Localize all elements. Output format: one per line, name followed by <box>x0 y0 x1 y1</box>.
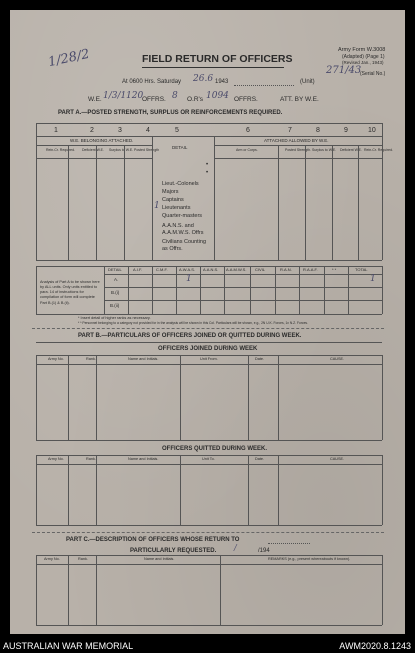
part-c-title-2: PARTICULARLY REQUESTED. <box>130 548 217 554</box>
col-line <box>152 266 153 314</box>
we-label: W.E. <box>88 96 102 103</box>
offrs-label-2: OFFRS. <box>234 96 258 103</box>
row-line <box>36 564 382 565</box>
row-line <box>36 440 382 441</box>
analysis-head: * * <box>332 267 337 272</box>
row-line <box>36 145 152 146</box>
joined-title: OFFICERS JOINED DURING WEEK <box>158 346 258 352</box>
part-a-title: PART A.—POSTED STRENGTH, SURPLUS OR REINFORCEMENTS REQUIRED. <box>58 110 283 116</box>
col-head: Date. <box>255 357 265 361</box>
offrs-label: OFFRS. <box>142 96 166 103</box>
col-line <box>36 266 37 314</box>
col-number: 9 <box>344 127 348 134</box>
rank-label: Civilians Counting <box>162 239 207 245</box>
col-line <box>152 136 153 260</box>
col-number: 3 <box>118 127 122 134</box>
col-line <box>96 555 97 625</box>
subhead: Arm or Corps. <box>236 148 258 152</box>
col-number: 7 <box>288 127 292 134</box>
rank-label: Captains <box>162 197 184 203</box>
row-line <box>36 625 382 626</box>
col-line <box>68 145 69 260</box>
col-line <box>275 266 276 314</box>
footnote: * Insert detail of higher ranks as necessary. <box>78 316 151 320</box>
col-line <box>200 266 201 314</box>
we-value: 1/3/1 <box>103 91 127 101</box>
section-divider <box>32 328 384 329</box>
attached-allowed-head: ATTACHED ALLOWED BY W.E. <box>264 138 329 143</box>
col-head: CAUSE. <box>330 457 345 461</box>
subhead: Rein-Cr. Required. <box>46 148 75 152</box>
col-line <box>224 266 225 314</box>
section-divider <box>32 532 384 533</box>
col-head: Name and Initials. <box>144 557 175 561</box>
unit-label: (Unit) <box>300 79 315 85</box>
att-label: ATT. BY W.E. <box>280 96 319 103</box>
col-line <box>278 455 279 525</box>
analysis-head: A.W.A.S. <box>179 267 196 272</box>
or-label: O.R's <box>187 96 204 103</box>
row-line <box>36 364 382 365</box>
col-line <box>250 266 251 314</box>
row-line <box>36 136 382 137</box>
col-head: Name and Initials. <box>128 457 159 461</box>
rank-dot: • <box>206 170 209 176</box>
col-number: 10 <box>368 127 376 134</box>
rank-label: Lieutenants <box>162 205 191 211</box>
col-head: Army No. <box>48 457 64 461</box>
analysis-head: CIVIL <box>255 267 266 272</box>
col-head: Unit To. <box>202 457 215 461</box>
analysis-head: R.A.N. <box>280 267 292 272</box>
subhead: Posted Strength <box>134 148 160 152</box>
col-number: 6 <box>246 127 250 134</box>
col-head: REMARKS (e.g., present whereabouts if known). <box>268 557 351 561</box>
total-value: 1 <box>370 274 376 284</box>
part-b-title: PART B.—PARTICULARS OF OFFICERS JOINED OR QUITTED DURING WEEK. <box>78 333 302 339</box>
col-head: Army No. <box>44 557 60 561</box>
rank-dot: • <box>206 162 209 168</box>
col-line <box>124 145 125 260</box>
col-line <box>214 136 215 260</box>
footer-credit: AUSTRALIAN WAR MEMORIAL <box>3 641 134 651</box>
col-line <box>36 555 37 625</box>
analysis-head: C.M.F. <box>156 267 168 272</box>
analysis-head: A.I.F. <box>133 267 143 272</box>
col-line <box>96 455 97 525</box>
part-c-date: / <box>234 543 237 552</box>
date-value: 26.6 <box>193 74 214 84</box>
rank-label: Quarter-masters <box>162 213 203 219</box>
col-line <box>324 266 325 314</box>
col-line <box>96 145 97 260</box>
rank-label: Majors <box>162 189 179 195</box>
year-text: 1943 <box>215 79 229 85</box>
row-line <box>36 314 382 315</box>
or-value-2: 1094 <box>206 91 229 101</box>
analysis-head: R.A.A.F. <box>303 267 318 272</box>
subhead: Surplus to W.E. <box>109 148 134 152</box>
row-line <box>36 158 152 159</box>
analysis-row-label: A. <box>114 277 119 282</box>
title-underline <box>142 67 284 68</box>
serial-label: (Serial No.) <box>360 71 386 77</box>
col-line <box>382 455 383 525</box>
analysis-head: TOTAL <box>355 267 368 272</box>
col-line <box>180 355 181 440</box>
col-line <box>305 145 306 260</box>
row-line <box>36 355 382 356</box>
col-line <box>68 555 69 625</box>
unit-dots <box>234 85 294 86</box>
analysis-head: DETAIL <box>108 267 122 272</box>
col-head: Rank. <box>78 557 88 561</box>
col-head: Army No. <box>48 357 64 361</box>
subhead: Deficient W.E. <box>340 148 362 152</box>
analysis-head: A.A.M.W.S. <box>226 267 247 272</box>
col-number: 2 <box>90 127 94 134</box>
col-number: 5 <box>175 127 179 134</box>
analysis-row-label: B.(ii) <box>110 303 120 308</box>
col-head: Rank. <box>86 457 96 461</box>
col-line <box>382 555 383 625</box>
col-line <box>248 355 249 440</box>
row-line <box>104 300 382 301</box>
col-line <box>128 266 129 314</box>
form-title: FIELD RETURN OF OFFICERS <box>142 53 293 65</box>
col-head: Unit From. <box>200 357 218 361</box>
form-number-2: (Adapted) (Page 1) <box>342 54 385 60</box>
col-head: Name and Initials. <box>128 357 159 361</box>
col-line <box>96 355 97 440</box>
col-number: 1 <box>54 127 58 134</box>
analysis-head: A.A.N.S. <box>203 267 219 272</box>
col-number: 8 <box>316 127 320 134</box>
col-line <box>36 123 37 260</box>
col-line <box>248 455 249 525</box>
row-line <box>104 287 382 288</box>
row-line <box>214 158 382 159</box>
col-head: CAUSE. <box>330 357 345 361</box>
col-line <box>278 355 279 440</box>
footer-accession: AWM2020.8.1243 <box>339 641 411 651</box>
rank-label: A.A.N.S. and <box>162 223 194 229</box>
row-line <box>36 525 382 526</box>
rank-label: Lieut.-Colonels <box>162 181 199 187</box>
analysis-note: Analysis of Part A to be shown here by ALL units. Only units entitled to para. 14 of instructions for compilation of form will complete Part B.(1) & B.(ii). <box>40 280 100 305</box>
col-line <box>278 145 279 260</box>
part-c-year: /194 <box>258 548 270 554</box>
col-line <box>104 266 105 314</box>
part-a-top-line <box>36 123 382 124</box>
row-line <box>36 260 382 261</box>
col-line <box>36 455 37 525</box>
row-line <box>214 145 382 146</box>
rank-label: A.A.M.W.S. Offrs <box>162 230 204 236</box>
row-line <box>104 274 382 275</box>
subhead: Rein-Cr. Required. <box>364 148 393 152</box>
subhead: Posted Strength. <box>285 148 312 152</box>
col-head: Date. <box>255 457 265 461</box>
row-line <box>36 342 382 343</box>
subhead: Deficient W.E. <box>82 148 104 152</box>
col-head: Rank. <box>86 357 96 361</box>
dots <box>268 543 310 544</box>
or-value-1: 8 <box>172 91 178 101</box>
col-line <box>382 266 383 314</box>
rank-label: as Offrs. <box>162 246 183 252</box>
at-line: At 0600 Hrs. Saturday <box>122 79 182 85</box>
handwritten-ref: 1/28/2 <box>46 46 91 71</box>
serial-value: 271/43 <box>326 65 362 76</box>
col-line <box>348 266 349 314</box>
col-line <box>358 145 359 260</box>
row-line <box>36 464 382 465</box>
form-number: Army Form W.3008 <box>338 47 386 53</box>
col-line <box>382 355 383 440</box>
we-belonging-head: W.E. BELONGING ATTACHED. <box>70 138 134 143</box>
col-line <box>332 145 333 260</box>
row-line <box>36 455 382 456</box>
col-line <box>180 455 181 525</box>
analysis-row-label: B.(i) <box>111 290 120 295</box>
form-number-3: (Revised Jan., 1943) <box>342 60 384 65</box>
col-line <box>299 266 300 314</box>
col-line <box>68 355 69 440</box>
posted-strength-value: 1 <box>154 201 160 211</box>
footnote: * * Personnel belonging to a category not provided for in the analysis will be shown in this Col. Particulars will be shown, e.g., 2N U.K. Forces, 1x N.Z. Forces. <box>78 321 308 325</box>
col-line <box>68 455 69 525</box>
detail-head: DETAIL <box>172 145 188 150</box>
col-line <box>382 123 383 260</box>
cmf-value: 1 <box>186 274 192 284</box>
part-c-title: PART C.—DESCRIPTION OF OFFICERS WHOSE RETURN TO <box>66 537 240 543</box>
row-line <box>36 555 382 556</box>
col-line <box>36 355 37 440</box>
we-offrs-value: 120 <box>126 91 144 101</box>
form-page <box>10 10 405 634</box>
subhead: Surplus to W.E. <box>312 148 337 152</box>
col-line <box>176 266 177 314</box>
quitted-title: OFFICERS QUITTED DURING WEEK. <box>162 446 267 452</box>
col-line <box>220 555 221 625</box>
col-number: 4 <box>146 127 150 134</box>
